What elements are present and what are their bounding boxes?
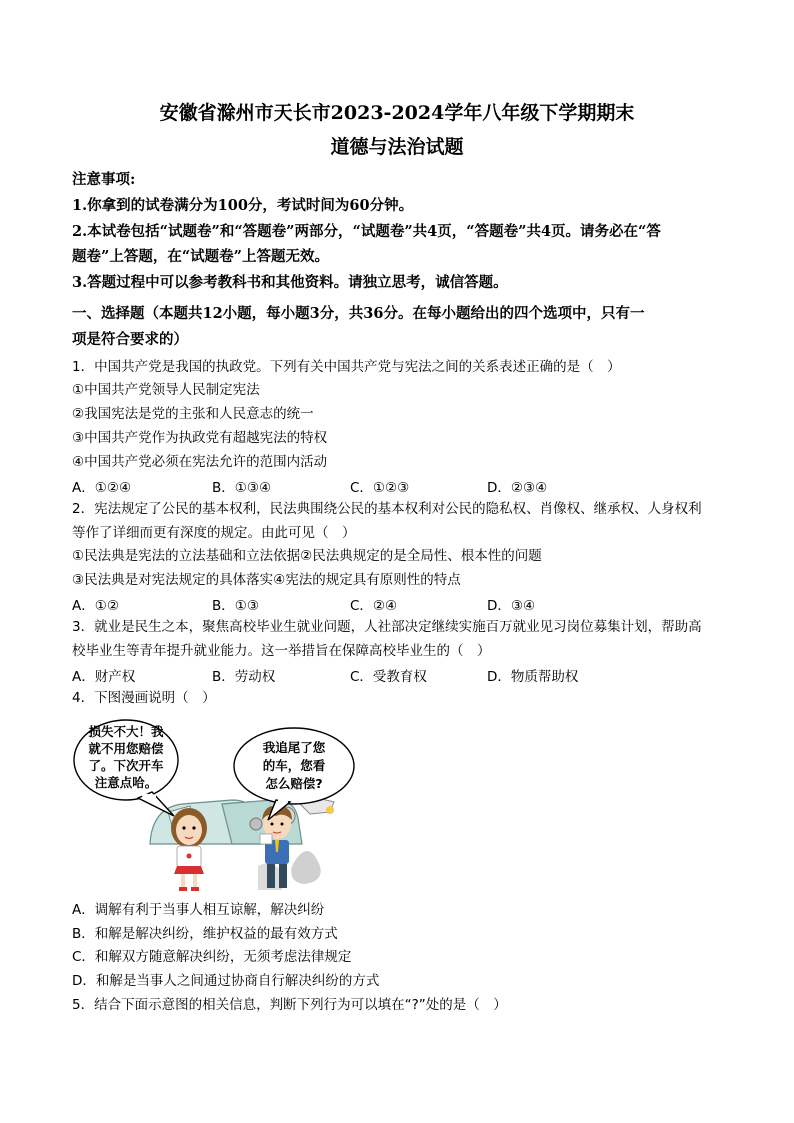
notice-item-3: 3.答题过程中可以参考教科书和其他资料。请独立思考，诚信答题。 (72, 274, 508, 291)
q2-statements-3-4: ③民法典是对宪法规定的具体落实④宪法的规定具有原则性的特点 (72, 572, 461, 588)
bubble-left-line-1: 损失不大！我 (88, 724, 164, 739)
q4-option-d[interactable]: D．和解是当事人之间通过协商自行解决纠纷的方式 (72, 973, 380, 989)
q2-options (72, 594, 732, 614)
q3-stem: 3．就业是民生之本，聚焦高校毕业生就业问题，人社部决定继续实施百万就业见习岗位募集计划，帮助高 (72, 619, 702, 635)
notice-item-2-cont: 题卷”上答题，在“试题卷”上答题无效。 (72, 248, 330, 265)
bubble-left-line-4: 注意点哈。 (94, 775, 158, 790)
q1-option-b[interactable]: B．①③④ (212, 480, 272, 496)
exam-title: 安徽省滁州市天长市2023-2024学年八年级下学期期末 (159, 102, 635, 124)
q1-option-a[interactable]: A．①②④ (72, 480, 132, 496)
q4-option-b[interactable]: B．和解是解决纠纷，维护权益的最有效方式 (72, 926, 338, 942)
q2-stem-cont: 等作了详细而更有深度的规定。由此可见（ ） (72, 525, 356, 541)
q1-statement-3: ③中国共产党作为执政党有超越宪法的特权 (72, 430, 328, 446)
bubble-right-line-2: 的车，您看 (262, 758, 326, 773)
notice-heading: 注意事项: (72, 171, 136, 188)
q5-stem: 5．结合下面示意图的相关信息，判断下列行为可以填在“?”处的是（ ） (72, 997, 507, 1013)
q2-option-a[interactable]: A．①② (72, 598, 119, 614)
q2-stem: 2．宪法规定了公民的基本权利，民法典围绕公民的基本权利对公民的隐私权、肖像权、继承权、人身权利 (72, 501, 702, 517)
q2-option-d[interactable]: D．③④ (487, 598, 536, 614)
bubble-left-line-2: 就不用您赔偿 (88, 741, 164, 756)
q3-stem-cont: 校毕业生等青年提升就业能力。这一举措旨在保障高校毕业生的（ ） (72, 643, 491, 659)
q1-statement-4: ④中国共产党必须在宪法允许的范围内活动 (72, 454, 328, 470)
q4-comic-illustration (72, 716, 372, 891)
q3-option-a[interactable]: A．财产权 (72, 669, 136, 685)
q3-options (72, 665, 732, 685)
q4-option-a[interactable]: A．调解有利于当事人相互谅解，解决纠纷 (72, 902, 325, 918)
q2-option-b[interactable]: B．①③ (212, 598, 259, 614)
q1-option-d[interactable]: D．②③④ (487, 480, 548, 496)
q1-option-c[interactable]: C．①②③ (350, 480, 410, 496)
q3-option-c[interactable]: C．受教育权 (350, 669, 427, 685)
section-heading-cont: 项是符合要求的） (72, 331, 188, 348)
q1-statement-2: ②我国宪法是党的主张和人民意志的统一 (72, 406, 314, 422)
q2-statements-1-2: ①民法典是宪法的立法基础和立法依据②民法典规定的是全局性、根本性的问题 (72, 548, 542, 564)
section-heading: 一、选择题（本题共12小题，每小题3分，共36分。在每小题给出的四个选项中，只有一 (72, 305, 645, 322)
bubble-left-line-3: 了。下次开车 (88, 758, 164, 773)
q1-statement-1: ①中国共产党领导人民制定宪法 (72, 382, 260, 398)
q3-option-b[interactable]: B．劳动权 (212, 669, 276, 685)
q1-options (72, 476, 732, 496)
girl-figure (171, 808, 207, 891)
bubble-right-line-3: 怎么赔偿? (265, 776, 323, 791)
crashed-cars-drawing (150, 798, 334, 890)
q2-option-c[interactable]: C．②④ (350, 598, 398, 614)
q4-stem: 4．下图漫画说明（ ） (72, 690, 216, 706)
notice-item-2: 2.本试卷包括“试题卷”和“答题卷”两部分，“试题卷”共4页，“答题卷”共4页。请务必在“答 (72, 223, 661, 240)
bubble-right-line-1: 我追尾了您 (262, 740, 326, 755)
speech-bubble-left (74, 720, 178, 816)
exam-subject: 道德与法治试题 (330, 136, 464, 158)
notice-item-1: 1.你拿到的试卷满分为100分，考试时间为60分钟。 (72, 197, 414, 214)
q3-option-d[interactable]: D．物质帮助权 (487, 669, 579, 685)
q4-option-c[interactable]: C．和解双方随意解决纠纷，无须考虑法律规定 (72, 949, 352, 965)
q1-stem: 1．中国共产党是我国的执政党。下列有关中国共产党与宪法之间的关系表述正确的是（ ） (72, 359, 621, 375)
